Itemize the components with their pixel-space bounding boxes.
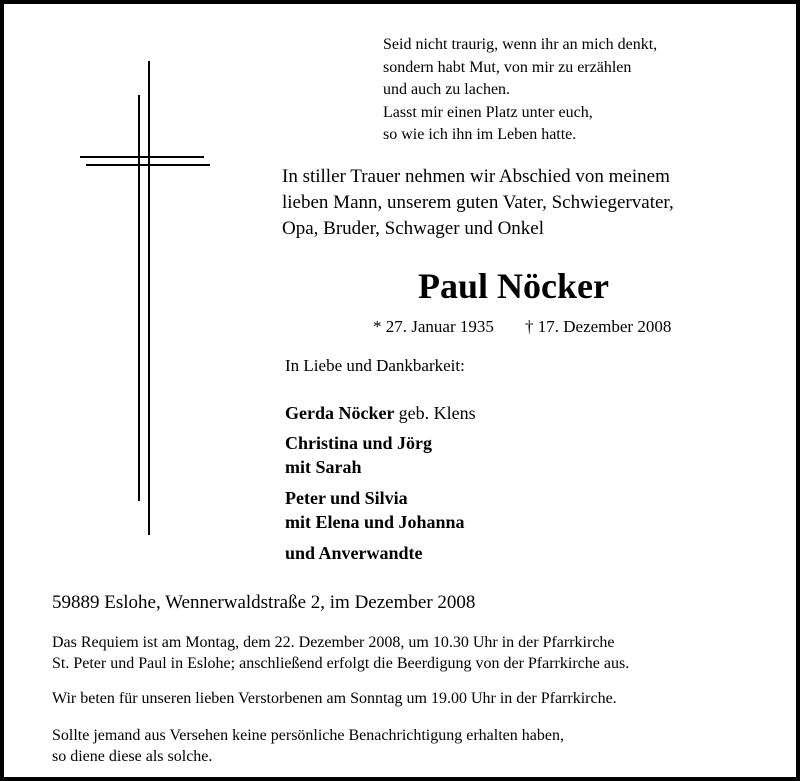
- family-group-1: [285, 431, 432, 479]
- intro-line: Opa, Bruder, Schwager und Onkel: [282, 218, 545, 239]
- poem-line: und auch zu lachen.: [383, 81, 511, 98]
- requiem-paragraph: [52, 632, 629, 674]
- prayer-paragraph: Wir beten für unseren lieben Verstorbenen am Sonntag um 19.00 Uhr in der Pfarrkirche.: [52, 690, 617, 707]
- note-line: so diene diese als solche.: [52, 748, 213, 765]
- death-date: † 17. Dezember 2008: [525, 317, 672, 336]
- deceased-name: Paul Nöcker: [418, 266, 609, 306]
- relatives-line: und Anverwandte: [285, 543, 423, 563]
- intro-text: [282, 164, 674, 242]
- birth-date: * 27. Januar 1935: [373, 317, 494, 336]
- address-line: 59889 Eslohe, Wennerwaldstraße 2, im Dezember 2008: [52, 592, 476, 613]
- intro-line: lieben Mann, unserem guten Vater, Schwiegervater,: [282, 192, 674, 213]
- poem-line: sondern habt Mut, von mir zu erzählen: [383, 58, 632, 76]
- family-line: Peter und Silvia: [285, 488, 408, 508]
- intro-line: In stiller Trauer nehmen wir Abschied von meinem: [282, 166, 670, 187]
- thanks-line: In Liebe und Dankbarkeit:: [285, 356, 465, 375]
- spouse-maiden-name: geb. Klens: [398, 403, 476, 423]
- poem-line: Seid nicht traurig, wenn ihr an mich denkt,: [383, 36, 658, 53]
- poem-line: so wie ich ihn im Leben hatte.: [383, 126, 577, 143]
- family-line: mit Sarah: [285, 457, 362, 477]
- note-paragraph: [52, 725, 564, 767]
- family-group-2: [285, 486, 465, 534]
- note-line: Sollte jemand aus Versehen keine persönliche Benachrichtigung erhalten haben,: [52, 727, 564, 744]
- poem: [383, 34, 657, 147]
- requiem-line: St. Peter und Paul in Eslohe; anschließend erfolgt die Beerdigung von der Pfarrkirche aus.: [52, 655, 630, 672]
- family-line: mit Elena und Johanna: [285, 512, 465, 532]
- family-line: Christina und Jörg: [285, 433, 433, 453]
- requiem-line: Das Requiem ist am Montag, dem 22. Dezember 2008, um 10.30 Uhr in der Pfarrkirche: [52, 634, 615, 651]
- spouse-line: [285, 401, 476, 425]
- spouse-name: Gerda Nöcker: [285, 403, 395, 423]
- cross-icon: [74, 54, 214, 554]
- poem-line: Lasst mir einen Platz unter euch,: [383, 103, 593, 121]
